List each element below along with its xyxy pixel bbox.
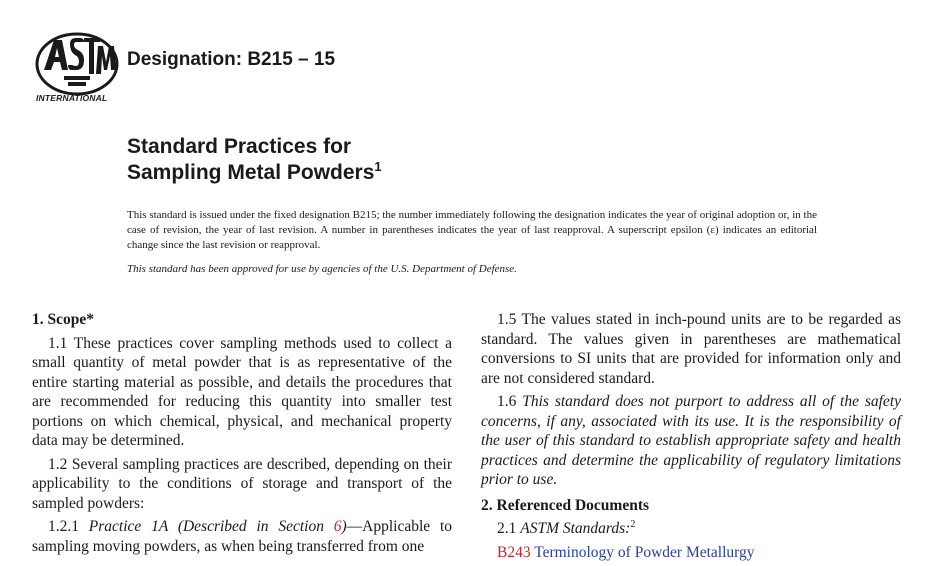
paragraph-2-1 [481, 519, 901, 539]
title-footnote-marker: 1 [374, 159, 382, 174]
footnote-marker-2: 2 [630, 518, 636, 530]
right-column [481, 310, 901, 566]
title-line-2-text: Sampling Metal Powders [127, 161, 375, 184]
paragraph-1-2: 1.2 Several sampling practices are described, depending on their applicability to the conditions of storage and transport of the sampled powders: [32, 455, 452, 512]
paragraph-1-5: 1.5 The values stated in inch-pound units are to be regarded as standard. The values given in parentheses are mathematical conversions to SI units that are provided for information only and are not considered standard. [481, 311, 901, 387]
astm-standards-label: ASTM Standards: [520, 520, 631, 537]
practice-1a-title: Practice 1A (Described in Section [88, 518, 324, 535]
paragraph-1-6 [481, 392, 901, 490]
page-title [127, 134, 382, 186]
designation: Designation: B215 – 15 [127, 49, 336, 70]
title-line-2 [127, 160, 382, 186]
b243-title-link[interactable]: Terminology of Powder Metallurgy [534, 543, 755, 561]
practice-1a-text: —Applicable to sampling moving powders, as when being transferred from one [32, 518, 453, 555]
section-heading-referenced-documents: 2. Referenced Documents [481, 496, 650, 514]
b243-link[interactable]: B243 [497, 543, 531, 561]
title-line-1: Standard Practices for [127, 135, 352, 158]
paragraph-1-6-number: 1.6 [497, 393, 517, 410]
issuance-notice: This standard is issued under the fixed designation B215; the number immediately following the designation indicates the year of original adoption or, in the case of revision, the year of last revision. A number in parentheses indicates the year of last reapproval. A superscript epsilon (ε) indicates an editorial change since the last revision or reapproval. [127, 209, 817, 251]
paragraph-2-1-number: 2.1 [497, 520, 517, 537]
paragraph-1-1: 1.1 These practices cover sampling methods used to collect a small quantity of metal powder that is as representative of the entire starting material as possible, and details the procedures that are recommended for reducing this quantity into smaller test portions on which chemical, physical, and mechanical property data may be determined. [32, 334, 452, 449]
practice-1a-close: ) [341, 518, 347, 535]
dod-approval-notice: This standard has been approved for use by agencies of the U.S. Department of Defense. [127, 263, 517, 275]
paragraph-1-2-1-number: 1.2.1 [48, 518, 79, 535]
section-6-link[interactable]: 6 [333, 518, 342, 535]
safety-caveat: This standard does not purport to address all of the safety concerns, if any, associated with its use. It is the responsibility of the user of this standard to establish appropriate safety and health practices and determine the applicability of regulatory limitations prior to use. [481, 393, 902, 488]
section-heading-scope: 1. Scope* [32, 311, 94, 328]
paragraph-1-2-1 [32, 517, 452, 556]
left-column [32, 310, 452, 560]
logo-wordmark: INTERNATIONAL [36, 93, 108, 103]
reference-b243 [481, 543, 901, 563]
